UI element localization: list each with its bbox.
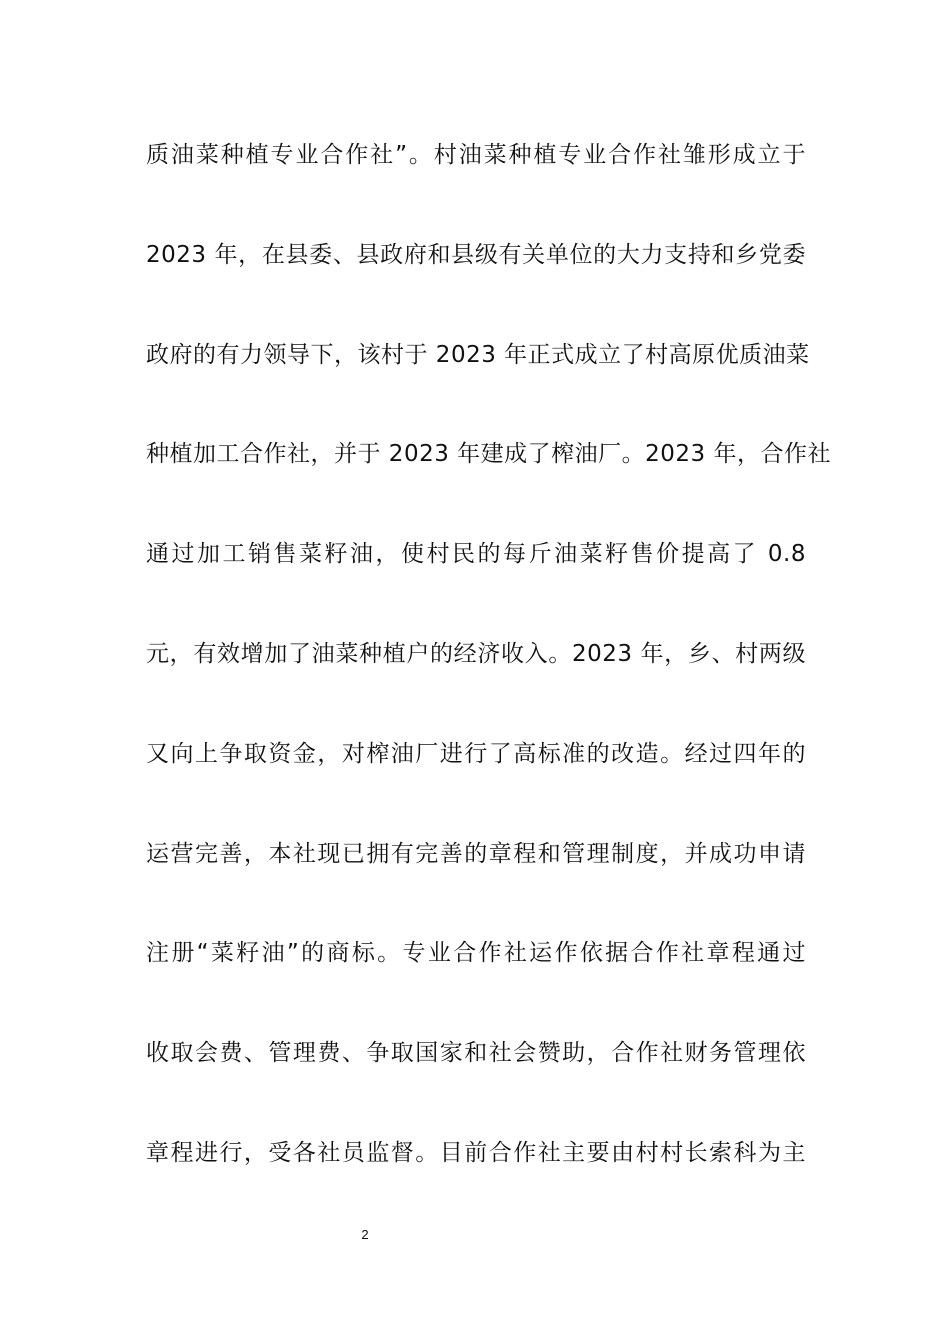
paragraph-line: 通过加工销售菜籽油，使村民的每斤油菜籽售价提高了 0.8 — [146, 541, 806, 567]
paragraph-line: 收取会费、管理费、争取国家和社会赞助，合作社财务管理依 — [146, 1040, 806, 1066]
paragraph-line: 质油菜种植专业合作社”。村油菜种植专业合作社雏形成立于 — [146, 142, 806, 168]
paragraph-line: 章程进行，受各社员监督。目前合作社主要由村村长索科为主 — [146, 1140, 806, 1166]
paragraph-line: 又向上争取资金，对榨油厂进行了高标准的改造。经过四年的 — [146, 741, 806, 767]
paragraph-line: 元，有效增加了油菜种植户的经济收入。2023 年，乡、村两级 — [146, 641, 806, 667]
paragraph-line: 种植加工合作社，并于 2023 年建成了榨油厂。2023 年，合作社 — [146, 441, 831, 467]
paragraph-line: 运营完善，本社现已拥有完善的章程和管理制度，并成功申请 — [146, 841, 806, 867]
paragraph-line: 政府的有力领导下，该村于 2023 年正式成立了村高原优质油菜 — [146, 342, 810, 368]
paragraph-line: 2023 年，在县委、县政府和县级有关单位的大力支持和乡党委 — [146, 242, 806, 268]
paragraph-line: 注册“菜籽油”的商标。专业合作社运作依据合作社章程通过 — [146, 940, 806, 966]
page-number: 2 — [361, 1227, 369, 1242]
